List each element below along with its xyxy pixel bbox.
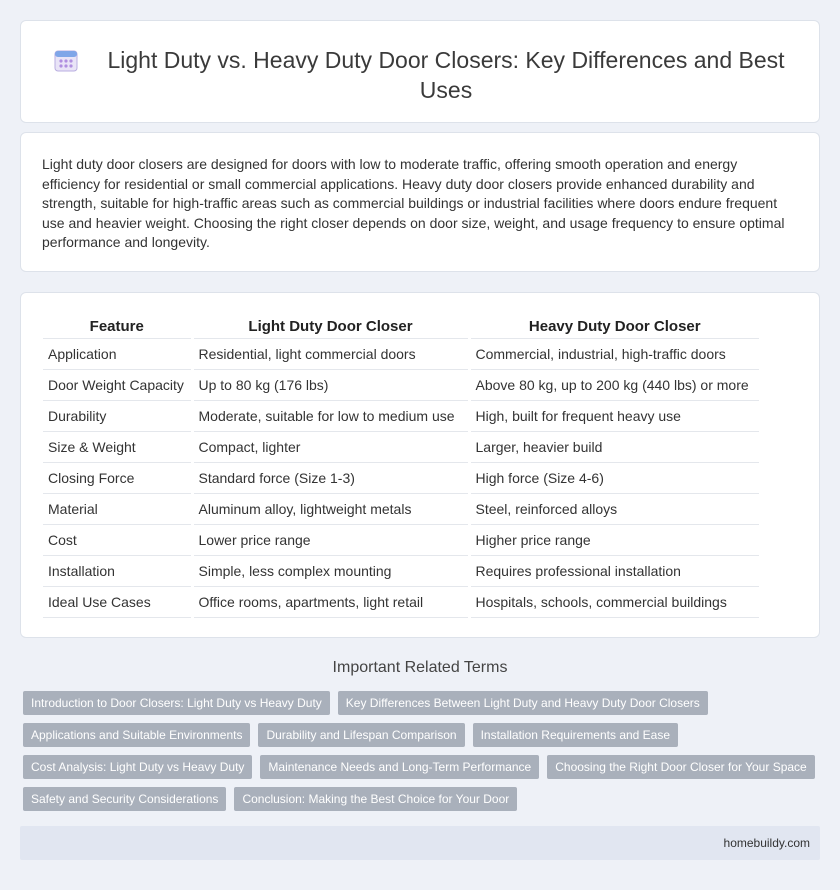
related-terms-heading: Important Related Terms [332, 659, 508, 676]
intro-card [20, 132, 820, 272]
table-cell: Lower price range [192, 524, 469, 555]
table-row [43, 524, 759, 555]
comparison-table [43, 316, 759, 618]
table-cell: Commercial, industrial, high-traffic doors [469, 338, 759, 369]
intro-paragraph: Light duty door closers are designed for doors with low to moderate traffic, offering smooth operation and energy efficiency for residential or small commercial applications. Heavy duty door closers provide enhanced durability and strength, suitable for high-traffic areas such as commercial buildings or industrial facilities where doors endure frequent use and heavier weight. Choosing the right closer depends on door size, weight, and usage frequency to ensure optimal performance and longevity. [42, 156, 785, 251]
table-cell: Closing Force [43, 462, 192, 493]
related-term-tag[interactable]: Maintenance Needs and Long-Term Performance [260, 755, 539, 779]
table-cell: Simple, less complex mounting [192, 555, 469, 586]
table-cell: High, built for frequent heavy use [469, 400, 759, 431]
table-cell: Application [43, 338, 192, 369]
table-cell: Compact, lighter [192, 431, 469, 462]
table-cell: Moderate, suitable for low to medium use [192, 400, 469, 431]
table-cell: Size & Weight [43, 431, 192, 462]
table-row [43, 555, 759, 586]
table-cell: Material [43, 493, 192, 524]
column-header-feature: Feature [43, 316, 192, 338]
related-term-tag[interactable]: Choosing the Right Door Closer for Your Space [547, 755, 814, 779]
table-cell: Residential, light commercial doors [192, 338, 469, 369]
tag-row [23, 755, 823, 779]
footer [20, 826, 820, 860]
tag-row [23, 691, 823, 715]
table-cell: Larger, heavier build [469, 431, 759, 462]
table-cell: Installation [43, 555, 192, 586]
related-term-tag[interactable]: Introduction to Door Closers: Light Duty vs Heavy Duty [23, 691, 330, 715]
table-cell: Higher price range [469, 524, 759, 555]
page-title: Light Duty vs. Heavy Duty Door Closers: Key Differences and Best Uses [107, 47, 785, 103]
table-cell: Door Weight Capacity [43, 369, 192, 400]
table-cell: Requires professional installation [469, 555, 759, 586]
table-row [43, 462, 759, 493]
comparison-table-card [20, 292, 820, 638]
table-header-row [43, 316, 759, 338]
table-row [43, 400, 759, 431]
tag-row [23, 787, 823, 811]
related-term-tag[interactable]: Durability and Lifespan Comparison [258, 723, 464, 747]
table-row [43, 493, 759, 524]
table-row [43, 338, 759, 369]
table-cell: Ideal Use Cases [43, 586, 192, 617]
table-cell: Up to 80 kg (176 lbs) [192, 369, 469, 400]
title-card [20, 20, 820, 123]
table-row [43, 431, 759, 462]
table-cell: Aluminum alloy, lightweight metals [192, 493, 469, 524]
column-header-light-duty: Light Duty Door Closer [192, 316, 469, 338]
table-cell: Cost [43, 524, 192, 555]
related-term-tag[interactable]: Safety and Security Considerations [23, 787, 226, 811]
related-term-tag[interactable]: Installation Requirements and Ease [473, 723, 678, 747]
related-term-tag[interactable]: Cost Analysis: Light Duty vs Heavy Duty [23, 755, 252, 779]
table-cell: Office rooms, apartments, light retail [192, 586, 469, 617]
related-terms-list [23, 691, 823, 819]
table-cell: Steel, reinforced alloys [469, 493, 759, 524]
table-cell: High force (Size 4-6) [469, 462, 759, 493]
table-cell: Hospitals, schools, commercial buildings [469, 586, 759, 617]
related-term-tag[interactable]: Key Differences Between Light Duty and Heavy Duty Door Closers [338, 691, 708, 715]
footer-site-link[interactable]: homebuildy.com [723, 836, 810, 850]
table-cell: Durability [43, 400, 192, 431]
table-cell: Standard force (Size 1-3) [192, 462, 469, 493]
tag-row [23, 723, 823, 747]
table-cell: Above 80 kg, up to 200 kg (440 lbs) or more [469, 369, 759, 400]
table-row [43, 586, 759, 617]
column-header-heavy-duty: Heavy Duty Door Closer [469, 316, 759, 338]
table-row [43, 369, 759, 400]
related-term-tag[interactable]: Applications and Suitable Environments [23, 723, 250, 747]
related-term-tag[interactable]: Conclusion: Making the Best Choice for Your Door [234, 787, 517, 811]
